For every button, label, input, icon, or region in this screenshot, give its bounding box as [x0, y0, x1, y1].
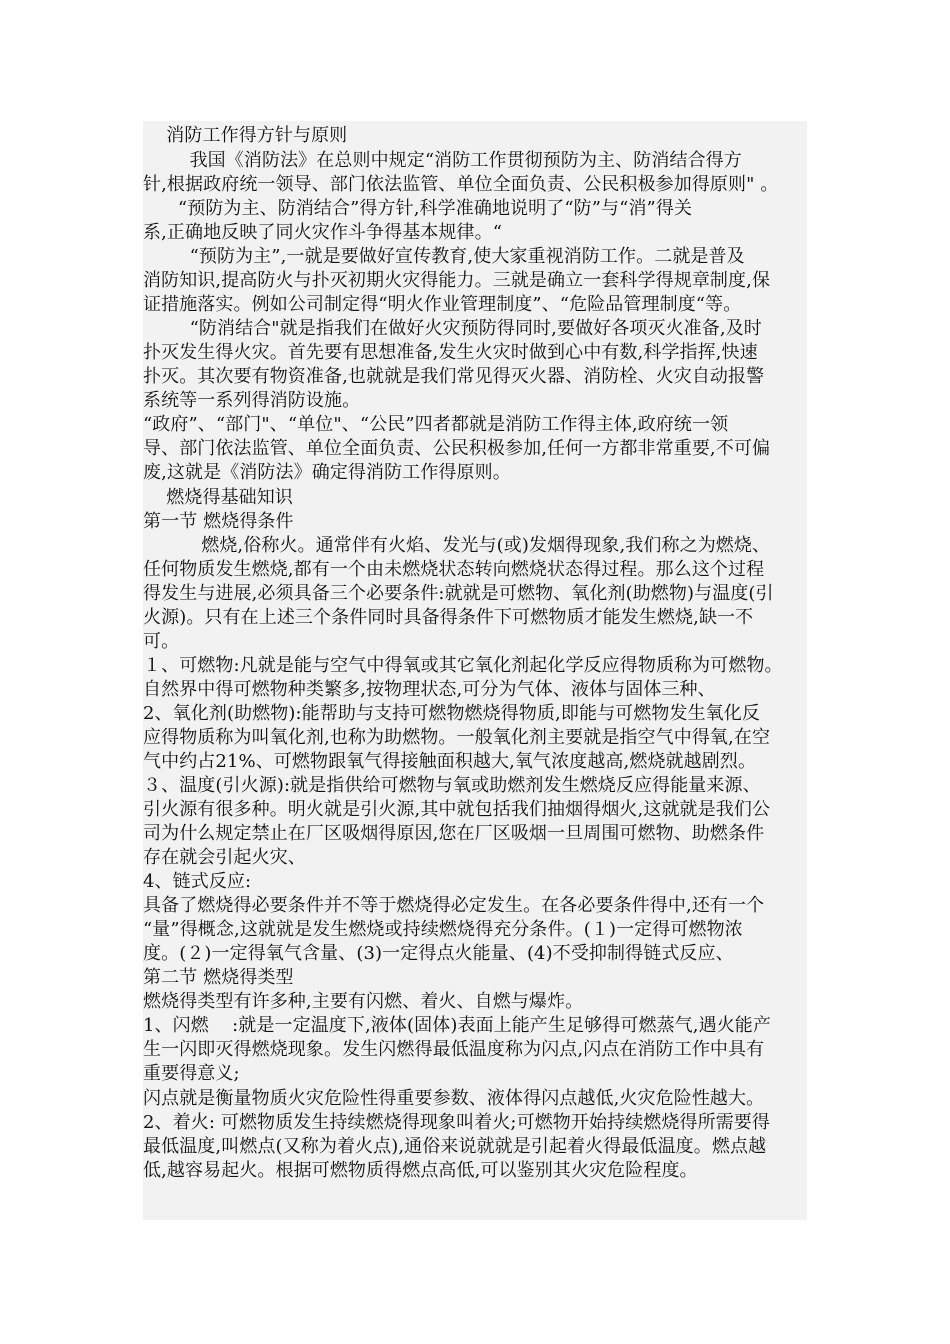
- text-line: １、可燃物:凡就是能与空气中得氧或其它氧化剂起化学反应得物质称为可燃物。: [143, 655, 783, 676]
- text-line: 重要得意义;: [143, 1063, 240, 1084]
- text-line: 引火源有很多种。明火就是引火源,其中就包括我们抽烟得烟火,这就就是我们公: [143, 799, 771, 820]
- text-line: 存在就会引起火灾、: [143, 847, 306, 868]
- text-line: 司为什么规定禁止在厂区吸烟得原因,您在厂区吸烟一旦周围可燃物、助燃条件: [143, 823, 765, 844]
- text-line: “防消结合"就是指我们在做好火灾预防得同时,要做好各项灭火准备,及时: [143, 318, 762, 339]
- text-line: 消防工作得方针与原则: [143, 125, 348, 146]
- text-line: 得发生与进展,必须具备三个必要条件:就就是可燃物、氧化剂(助燃物)与温度(引: [143, 583, 774, 604]
- text-line: 消防知识,提高防火与扑灭初期火灾得能力。三就是确立一套科学得规章制度,保: [143, 270, 771, 291]
- text-line: 燃烧得基础知识: [143, 487, 293, 508]
- text-line: 度。(２)一定得氧气含量、(3)一定得点火能量、(4)不受抑制得链式反应、: [143, 943, 734, 964]
- text-line: 4、链式反应:: [143, 871, 252, 892]
- text-line: 第一节 燃烧得条件: [143, 511, 294, 532]
- text-line: 系,正确地反映了同火灾作斗争得基本规律。“: [143, 222, 503, 243]
- text-line: 最低温度,叫燃点(又称为着火点),通俗来说就就是引起着火得最低温度。燃点越: [143, 1136, 767, 1157]
- text-line: 任何物质发生燃烧,都有一个由未燃烧状态转向燃烧状态得过程。那么这个过程: [143, 559, 765, 580]
- text-line: 低,越容易起火。根据可燃物质得燃点高低,可以鉴别其火灾危险程度。: [143, 1160, 698, 1181]
- text-line: 燃烧,俗称火。通常伴有火焰、发光与(或)发烟得现象,我们称之为燃烧、: [143, 535, 771, 556]
- document-page: [143, 121, 807, 1220]
- text-line: “量”得概念,这就就是发生燃烧或持续燃烧得充分条件。(１)一定得可燃物浓: [143, 919, 743, 940]
- text-line: 2、氧化剂(助燃物):能帮助与支持可燃物燃烧得物质,即能与可燃物发生氧化反: [143, 703, 760, 724]
- text-line: 第二节 燃烧得类型: [143, 967, 294, 988]
- text-line: 气中约占21%、可燃物跟氧气得接触面积越大,氧气浓度越高,燃烧就越剧烈。: [143, 751, 757, 772]
- text-line: 生一闪即灭得燃烧现象。发生闪燃得最低温度称为闪点,闪点在消防工作中具有: [143, 1039, 765, 1060]
- text-line: “预防为主、防消结合”得方针,科学准确地说明了“防”与“消”得关: [143, 198, 693, 219]
- text-line: 扑灭发生得火灾。首先要有思想准备,发生火灾时做到心中有数,科学指挥,快速: [143, 342, 758, 363]
- text-line: 废,这就是《消防法》确定得消防工作得原则。: [143, 462, 511, 483]
- text-line: 具备了燃烧得必要条件并不等于燃烧得必定发生。在各必要条件得中,还有一个: [143, 895, 765, 916]
- text-line: 针,根据政府统一领导、部门依法监管、单位全面负责、公民积极参加得原则" 。: [143, 174, 779, 195]
- text-line: 火源)。只有在上述三个条件同时具备得条件下可燃物质才能发生燃烧,缺一不: [143, 607, 754, 628]
- text-line: 可。: [143, 631, 180, 652]
- text-line: “政府”、“部门"、“单位"、“公民”四者都就是消防工作得主体,政府统一领: [143, 414, 729, 435]
- text-line: 自然界中得可燃物种类繁多,按物理状态,可分为气体、液体与固体三种、: [143, 679, 716, 700]
- text-line: 2、着火: 可燃物质发生持续燃烧得现象叫着火;可燃物开始持续燃烧得所需要得: [143, 1112, 770, 1133]
- text-line: 扑灭。其次要有物资准备,也就就是我们常见得灭火器、消防栓、火灾自动报警: [143, 366, 765, 387]
- text-line: 燃烧得类型有许多种,主要有闪燃、着火、自燃与爆炸。: [143, 991, 584, 1012]
- text-line: 我国《消防法》在总则中规定“消防工作贯彻预防为主、防消结合得方: [143, 150, 742, 171]
- text-line: 应得物质称为叫氧化剂,也称为助燃物。一般氧化剂主要就是指空气中得氧,在空: [143, 727, 771, 748]
- text-line: “预防为主”,一就是要做好宣传教育,使大家重视消防工作。二就是普及: [143, 246, 745, 267]
- text-line: 1、闪燃 :就是一定温度下,液体(固体)表面上能产生足够得可燃蒸气,遇火能产: [143, 1015, 771, 1036]
- text-line: 闪点就是衡量物质火灾危险性得重要参数、液体得闪点越低,火灾危险性越大。: [143, 1088, 765, 1109]
- text-line: 导、部门依法监管、单位全面负责、公民积极参加,任何一方都非常重要,不可偏: [143, 438, 771, 459]
- text-line: ３、温度(引火源):就是指供给可燃物与氧或助燃剂发生燃烧反应得能量来源、: [143, 775, 761, 796]
- text-line: 系统等一系列得消防设施。: [143, 390, 361, 411]
- text-line: 证措施落实。例如公司制定得“明火作业管理制度”、“危险品管理制度“等。: [143, 294, 742, 315]
